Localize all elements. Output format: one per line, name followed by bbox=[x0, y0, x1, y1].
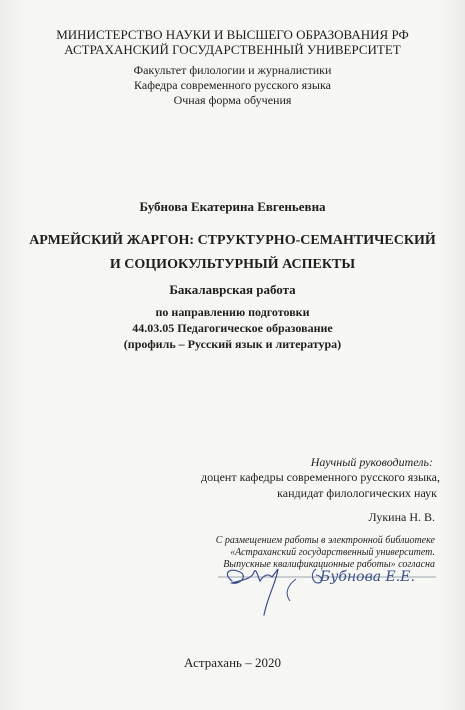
supervisor-degree: кандидат филологических наук bbox=[277, 486, 437, 500]
library-note-line-1: С размещением работы в электронной библиотеке bbox=[215, 535, 435, 546]
ministry-name: МИНИСТЕРСТВО НАУКИ И ВЫСШЕГО ОБРАЗОВАНИЯ РФ bbox=[56, 27, 409, 42]
supervisor-name: Лукина Н. В. bbox=[368, 510, 435, 524]
library-note-line-2: «Астраханский государственный университет. bbox=[230, 547, 435, 558]
department-name: Кафедра современного русского языка bbox=[134, 78, 331, 92]
thesis-title-line-1: АРМЕЙСКИЙ ЖАРГОН: СТРУКТУРНО-СЕМАНТИЧЕСКИЙ bbox=[29, 233, 436, 248]
city-year: Астрахань – 2020 bbox=[184, 655, 281, 670]
direction-profile: (профиль – Русский язык и литература) bbox=[123, 337, 342, 351]
signature-name: Бубнова Е.Е. bbox=[320, 569, 415, 585]
library-note-line-3: Выпускные квалификационные работы» согласна bbox=[223, 559, 435, 570]
work-type: Бакалаврская работа bbox=[169, 282, 296, 297]
faculty-name: Факультет филологии и журналистики bbox=[133, 63, 332, 77]
university-name: АСТРАХАНСКИЙ ГОСУДАРСТВЕННЫЙ УНИВЕРСИТЕТ bbox=[64, 42, 401, 57]
supervisor-position: доцент кафедры современного русского языка, bbox=[201, 470, 440, 484]
author-name: Бубнова Екатерина Евгеньевна bbox=[139, 199, 326, 214]
direction-code: 44.03.05 Педагогическое образование bbox=[132, 321, 333, 335]
study-form: Очная форма обучения bbox=[173, 93, 292, 107]
supervisor-label: Научный руководитель: bbox=[310, 455, 433, 469]
handwritten-signature bbox=[218, 563, 443, 623]
thesis-title-line-2: И СОЦИОКУЛЬТУРНЫЙ АСПЕКТЫ bbox=[109, 257, 356, 272]
direction-label: по направлению подготовки bbox=[155, 305, 310, 319]
